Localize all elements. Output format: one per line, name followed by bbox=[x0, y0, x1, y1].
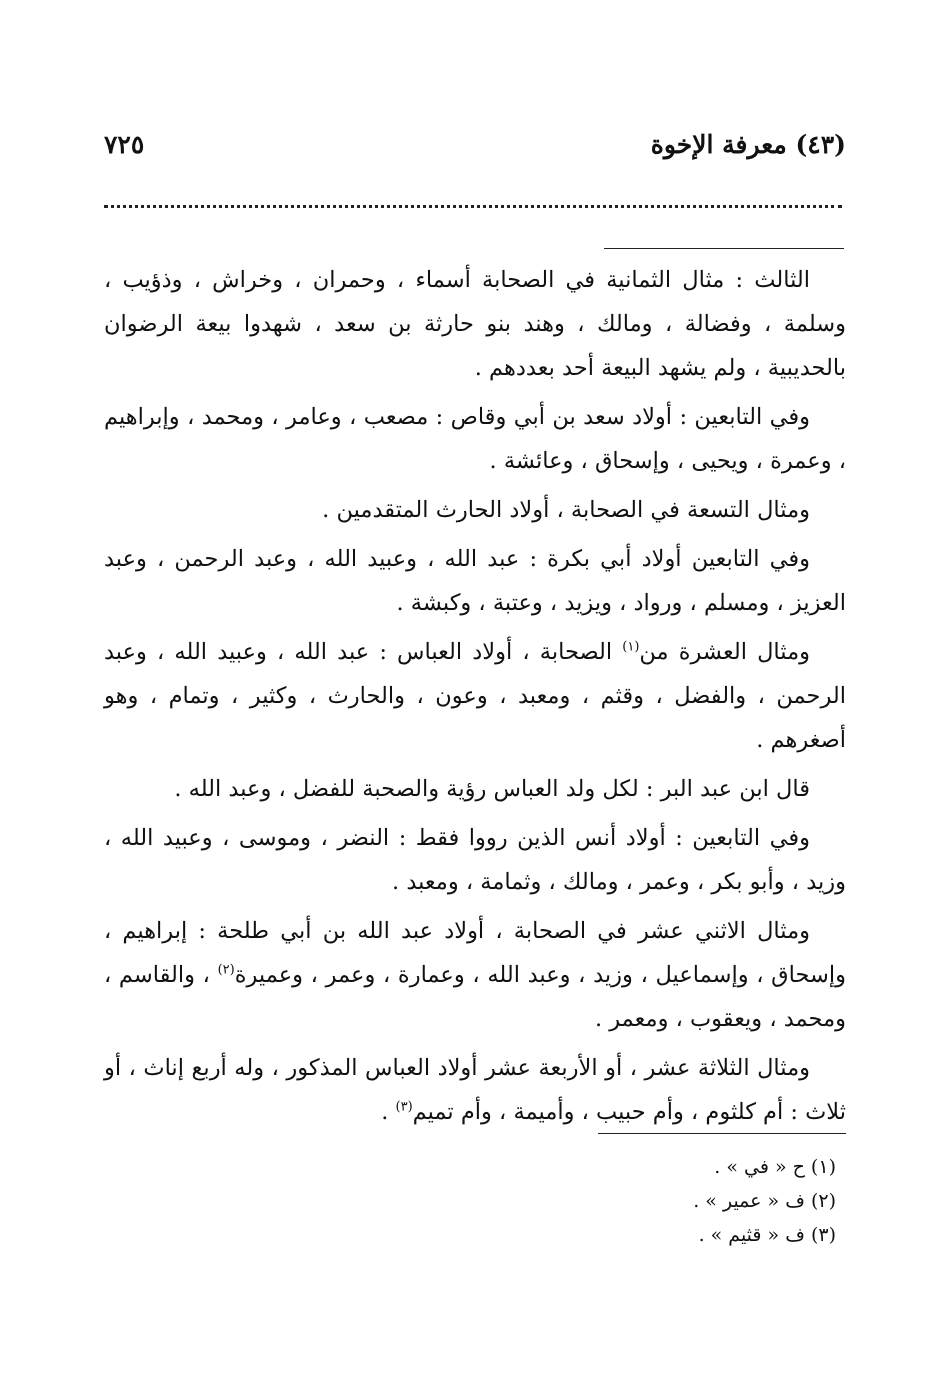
paragraph bbox=[104, 630, 846, 762]
paragraph bbox=[104, 537, 846, 625]
footnote-item: (٣) ف « قثيم » . bbox=[698, 1224, 836, 1246]
paragraph-text: وفي التابعين : أولاد أنس الذين رووا فقط : النضر ، وموسى ، وعبيد الله ، وزيد ، وأبو بكر ، وعمر ، ومالك ، وثمامة ، ومعبد . bbox=[104, 825, 846, 895]
footnote-rule bbox=[598, 1133, 846, 1134]
paragraph bbox=[104, 767, 846, 811]
paragraph-text: ومثال الثلاثة عشر ، أو الأربعة عشر أولاد العباس المذكور ، وله أربع إناث ، أو ثلاث : أم كلثوم ، وأم حبيب ، وأميمة ، وأم تميم bbox=[104, 1055, 846, 1125]
paragraph-text: ومثال العشرة من bbox=[639, 639, 810, 665]
running-header bbox=[104, 130, 846, 170]
paragraph-text: ومثال الاثني عشر في الصحابة ، أولاد عبد الله بن أبي طلحة : إبراهيم ، وإسحاق ، وإسماعيل ، وزيد ، وعبد الله ، وعمارة ، وعمر ، وعميرة bbox=[104, 918, 846, 988]
paragraph bbox=[104, 816, 846, 904]
top-rule bbox=[604, 248, 844, 249]
main-text bbox=[104, 258, 846, 1139]
paragraph-text: . bbox=[381, 1099, 396, 1125]
paragraph-text: الصحابة ، أولاد العباس : عبد الله ، وعبيد الله ، وعبد الرحمن ، والفضل ، وقثم ، ومعبد ، وعون ، والحارث ، وكثير ، وتمام ، وهو أصغرهم . bbox=[104, 639, 846, 753]
paragraph bbox=[104, 395, 846, 483]
paragraph bbox=[104, 258, 846, 390]
footnote-marker: (٢) bbox=[217, 962, 235, 978]
chapter-title: (٤٣) معرفة الإخوة bbox=[650, 130, 846, 159]
paragraph bbox=[104, 909, 846, 1041]
paragraph-text: وفي التابعين : أولاد سعد بن أبي وقاص : مصعب ، وعامر ، ومحمد ، وإبراهيم ، وعمرة ، ويحيى ، وإسحاق ، وعائشة . bbox=[104, 404, 846, 474]
paragraph-text: وفي التابعين أولاد أبي بكرة : عبد الله ، وعبيد الله ، وعبد الرحمن ، وعبد العزيز ، ومسلم ، ورواد ، ويزيد ، وعتبة ، وكبشة . bbox=[104, 546, 846, 616]
page-number: ٧٢٥ bbox=[104, 130, 145, 159]
footnote-marker: (١) bbox=[622, 639, 640, 655]
footnote-item: (١) ح « في » . bbox=[714, 1156, 836, 1178]
paragraph-text: ومثال التسعة في الصحابة ، أولاد الحارث المتقدمين . bbox=[322, 497, 810, 523]
paragraph bbox=[104, 1046, 846, 1134]
paragraph-text: قال ابن عبد البر : لكل ولد العباس رؤية والصحبة للفضل ، وعبد الله . bbox=[174, 776, 810, 802]
paragraph-text: ، والقاسم ، ومحمد ، ويعقوب ، ومعمر . bbox=[104, 962, 846, 1032]
paragraph-text: الثالث : مثال الثمانية في الصحابة أسماء ، وحمران ، وخراش ، وذؤيب ، وسلمة ، وفضالة ، ومالك ، وهند بنو حارثة بن سعد ، شهدوا بيعة الرضوان بالحديبية ، ولم يشهد البيعة أحد بعددهم . bbox=[104, 267, 846, 381]
footnotes bbox=[436, 1150, 836, 1252]
footnote-marker: (٣) bbox=[395, 1099, 413, 1115]
dotted-separator bbox=[104, 205, 842, 208]
footnote-item: (٢) ف « عمير » . bbox=[693, 1190, 836, 1212]
paragraph bbox=[104, 488, 846, 532]
